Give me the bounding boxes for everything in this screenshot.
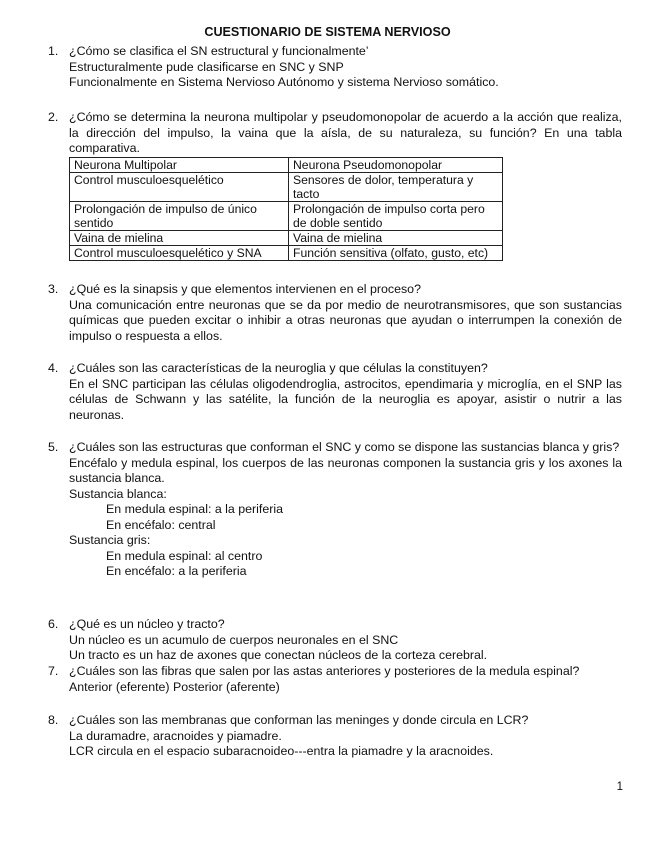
question-text: ¿Cuáles son las características de la neuroglia y que células la constituyen? [69,361,488,375]
question-text: ¿Cuáles son las fibras que salen por las astas anteriores y posteriores de la medula espinal? [69,664,580,678]
document-title: CUESTIONARIO DE SISTEMA NERVIOSO [204,25,451,39]
table-row [70,201,503,230]
sustancia-blanca-label: Sustancia blanca: [69,486,167,501]
question-number: 1. [48,44,59,58]
table-cell: Función sensitiva (olfato, gusto, etc) [289,245,503,260]
answer-line: En medula espinal: al centro [106,548,263,563]
table-row [70,172,503,201]
question-text: ¿Qué es la sinapsis y que elementos intervienen en el proceso? [69,282,421,296]
answer-line: Un núcleo es un acumulo de cuerpos neuronales en el SNC [69,632,399,647]
question-3 [48,282,622,344]
question-text: ¿Cómo se determina la neurona multipolar y pseudomonopolar de acuerdo a la acción que realiza, la dirección del impulso, la vaina que la aísla, de su naturaleza, su función? En una tabla comparativa. [69,110,622,155]
answer-text: Una comunicación entre neuronas que se da por medio de neurotransmisores, que son sustancias químicas que pueden excitar o inhibir a otras neuronas que ayudan o interrumpen la conexión de impulso o respuesta a ellos. [69,297,622,343]
page-number: 1 [616,781,623,793]
question-4 [48,361,622,423]
answer-line: Un tracto es un haz de axones que conectan núcleos de la corteza cerebral. [69,648,488,662]
table-cell: Vaina de mielina [289,230,503,245]
table-header-row [70,157,503,172]
table-cell: Vaina de mielina [70,230,289,245]
table-cell: Control musculoesquelético y SNA [70,245,289,260]
table-cell: Prolongación de impulso de único sentido [70,201,289,230]
question-number: 8. [48,713,59,727]
table-row [70,245,503,260]
question-number: 6. [48,617,59,631]
question-number: 5. [48,440,59,454]
question-8 [48,713,622,760]
answer-line: En encéfalo: central [106,517,216,532]
table-header-cell: Neurona Multipolar [70,157,289,172]
answer-line: LCR circula en el espacio subaracnoideo---entra la piamadre y la aracnoides. [69,744,494,758]
answer-line: En medula espinal: a la periferia [106,502,284,516]
table-header-cell: Neurona Pseudomonopolar [289,157,503,172]
table-cell: Prolongación de impulso corta pero de doble sentido [289,201,503,230]
question-6 [48,617,622,664]
question-number: 7. [48,664,59,678]
answer-line: Funcionalmente en Sistema Nervioso Autónomo y sistema Nervioso somático. [69,75,499,89]
question-number: 4. [48,361,59,375]
question-1 [48,44,622,91]
question-2 [48,110,622,261]
question-5 [48,440,622,580]
answer-line: La duramadre, aracnoides y piamadre. [69,728,282,743]
question-number: 2. [48,110,59,124]
answer-text: En el SNC participan las células oligodendroglia, astrocitos, ependimaria y microglía, en el SNP las células de Schwann y las satélite, la función de la neuroglia es apoyar, asistir o nutrir a las neuronas. [69,376,622,422]
question-text: ¿Qué es un núcleo y tracto? [69,617,225,631]
table-row [70,230,503,245]
comparison-table [69,157,503,261]
answer-text: Encéfalo y medula espinal, los cuerpos de las neuronas componen la sustancia gris y los axones la sustancia blanca. [69,455,622,485]
question-7 [48,664,622,695]
question-text: ¿Cómo se clasifica el SN estructural y funcionalmente’ [69,44,369,58]
table-cell: Sensores de dolor, temperatura y tacto [289,172,503,201]
answer-line: Estructuralmente pude clasificarse en SNC y SNP [69,59,344,74]
answer-line: En encéfalo: a la periferia [106,564,247,578]
answer-line: Anterior (eferente) Posterior (aferente) [69,679,280,694]
question-text: ¿Cuáles son las membranas que conforman las meninges y donde circula en LCR? [69,713,529,727]
sustancia-gris-label: Sustancia gris: [69,533,151,547]
question-number: 3. [48,282,59,296]
table-cell: Control musculoesquelético [70,172,289,201]
question-text: ¿Cuáles son las estructuras que conforman el SNC y como se dispone las sustancias blanca y gris? [69,440,620,454]
